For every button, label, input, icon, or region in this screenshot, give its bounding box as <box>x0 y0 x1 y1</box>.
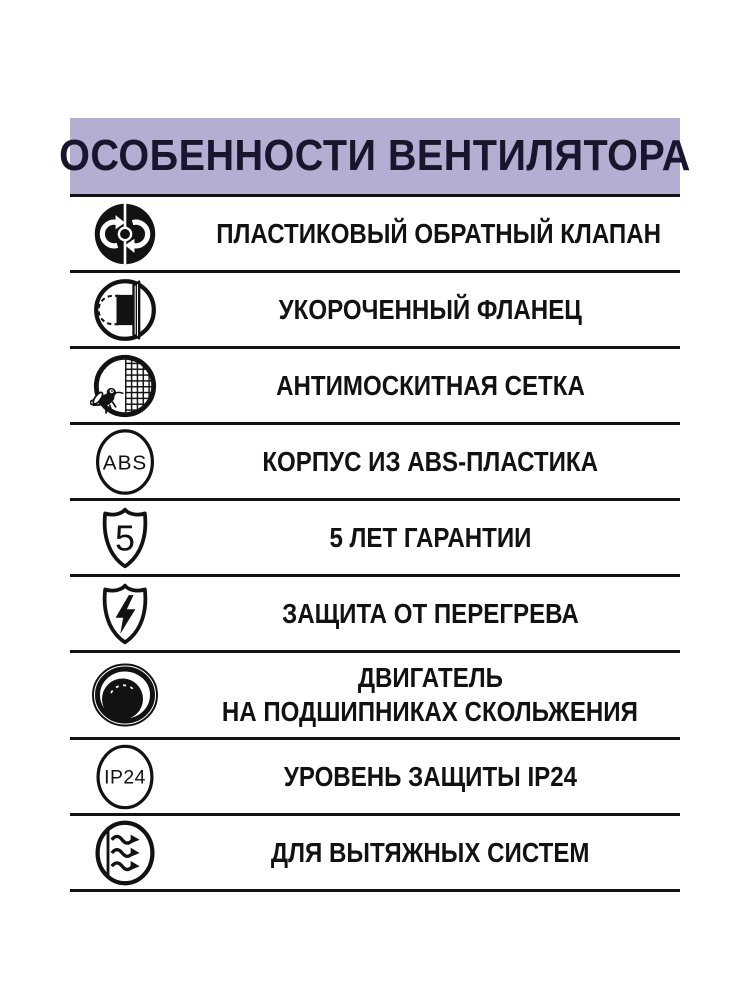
abs-plastic-icon <box>91 426 159 498</box>
divider <box>70 889 680 892</box>
feature-row-exhaust <box>70 816 680 889</box>
feature-label: ДЛЯ ВЫТЯЖНЫХ СИСТЕМ <box>270 836 590 868</box>
warranty-shield-icon <box>91 502 159 574</box>
feature-row-abs-plastic <box>70 425 680 498</box>
feature-row-ip24 <box>70 740 680 813</box>
warranty-icon-text: 5 <box>115 517 135 558</box>
feature-label: АНТИМОСКИТНАЯ СЕТКА <box>275 369 585 401</box>
ip24-icon <box>91 741 159 813</box>
feature-row-motor <box>70 653 680 737</box>
feature-row-short-flange <box>70 273 680 346</box>
abs-icon-text: ABS <box>102 451 148 475</box>
overheat-shield-icon <box>91 578 159 650</box>
feature-label: ДВИГАТЕЛЬ <box>357 662 503 694</box>
features-sheet <box>59 118 691 892</box>
page-title: ОСОБЕННОСТИ ВЕНТИЛЯТОРА <box>59 131 691 180</box>
airflow-icon <box>91 817 159 889</box>
ip24-icon-text: IP24 <box>104 766 146 789</box>
short-flange-icon <box>91 276 159 344</box>
feature-row-overheat <box>70 577 680 650</box>
feature-label-line2: НА ПОДШИПНИКАХ СКОЛЬЖЕНИЯ <box>221 696 639 727</box>
feature-label: УРОВЕНЬ ЗАЩИТЫ IP24 <box>283 760 577 792</box>
feature-label: ЗАЩИТА ОТ ПЕРЕГРЕВА <box>281 597 579 629</box>
header-banner <box>59 118 691 194</box>
feature-label: ПЛАСТИКОВЫЙ ОБРАТНЫЙ КЛАПАН <box>216 217 661 249</box>
feature-label: УКОРОЧЕННЫЙ ФЛАНЕЦ <box>278 293 582 325</box>
feature-row-mosquito-net <box>70 349 680 422</box>
motor-bearing-icon <box>89 659 161 731</box>
feature-row-check-valve <box>70 197 680 270</box>
feature-label: КОРПУС ИЗ ABS-ПЛАСТИКА <box>262 445 598 477</box>
feature-row-warranty <box>70 501 680 574</box>
mosquito-net-icon <box>90 351 160 421</box>
feature-label: 5 ЛЕТ ГАРАНТИИ <box>328 521 532 553</box>
check-valve-icon <box>91 200 159 268</box>
